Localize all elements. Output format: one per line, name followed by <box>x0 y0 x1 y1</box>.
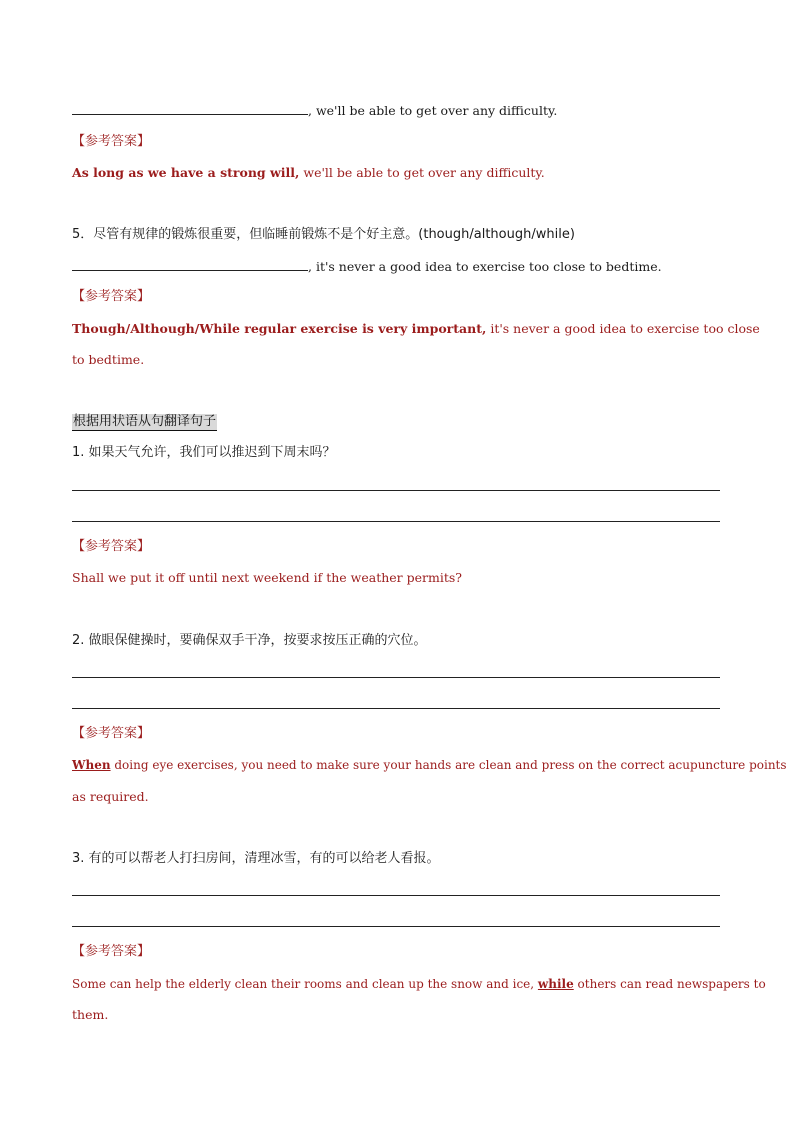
q5-tail: , it's never a good idea to exercise too close to bedtime. <box>308 259 662 274</box>
t2-answer-line-2[interactable] <box>72 708 720 709</box>
q5-answer-line2: to bedtime. <box>72 352 145 367</box>
t2-answer-label: 【参考答案】 <box>72 726 151 741</box>
t2-answer-rest: doing eye exercises, you need to make sure your hands are clean and press on the correct acupuncture points <box>110 758 787 772</box>
t3-answer-label: 【参考答案】 <box>72 944 151 959</box>
q4-tail: , we'll be able to get over any difficulty. <box>308 103 558 118</box>
t1-prompt: 1. 如果天气允许，我们可以推迟到下周末吗？ <box>72 445 336 460</box>
t3-answer-line2: them. <box>72 1007 109 1022</box>
q5-answer-rest: it's never a good idea to exercise too close <box>486 321 760 336</box>
t3-prompt: 3. 有的可以帮老人打扫房间，清理冰雪，有的可以给老人看报。 <box>72 851 440 866</box>
t3-answer-keyword: while <box>537 977 574 991</box>
q4-answer-label: 【参考答案】 <box>72 134 151 149</box>
t3-answer-pre: Some can help the elderly clean their rooms and clean up the snow and ice, <box>72 977 538 991</box>
t2-answer <box>72 757 787 773</box>
section-heading: 根据用状语从句翻译句子 <box>73 414 217 429</box>
t2-answer-line-1[interactable] <box>72 677 720 678</box>
t2-answer-keyword: When <box>72 758 111 772</box>
t3-answer-post: others can read newspapers to <box>573 977 766 991</box>
q4-answer-bold: As long as we have a strong will, <box>72 165 300 180</box>
t1-answer-line-2[interactable] <box>72 521 720 522</box>
t1-answer: Shall we put it off until next weekend if the weather permits? <box>72 570 462 585</box>
t3-answer-line-1[interactable] <box>72 895 720 896</box>
q5-answer-label: 【参考答案】 <box>72 289 151 304</box>
q4-prompt-line <box>72 102 557 119</box>
q4-answer <box>72 165 545 181</box>
t3-answer <box>72 976 766 992</box>
q4-answer-rest: we'll be able to get over any difficulty. <box>299 165 545 180</box>
t1-answer-label: 【参考答案】 <box>72 539 151 554</box>
t2-answer-line2: as required. <box>72 789 149 804</box>
q5-prompt-line <box>72 258 662 275</box>
t2-prompt: 2. 做眼保健操时，要确保双手干净，按要求按压正确的穴位。 <box>72 633 427 648</box>
q5-prompt: 5．尽管有规律的锻炼很重要，但临睡前锻炼不是个好主意。(though/although/while) <box>72 227 575 242</box>
answer-blank[interactable] <box>72 102 308 115</box>
q5-answer-bold: Though/Although/While regular exercise is very important, <box>72 321 487 336</box>
t1-answer-line-1[interactable] <box>72 490 720 491</box>
answer-blank[interactable] <box>72 258 308 271</box>
q5-answer <box>72 321 760 337</box>
t3-answer-line-2[interactable] <box>72 926 720 927</box>
